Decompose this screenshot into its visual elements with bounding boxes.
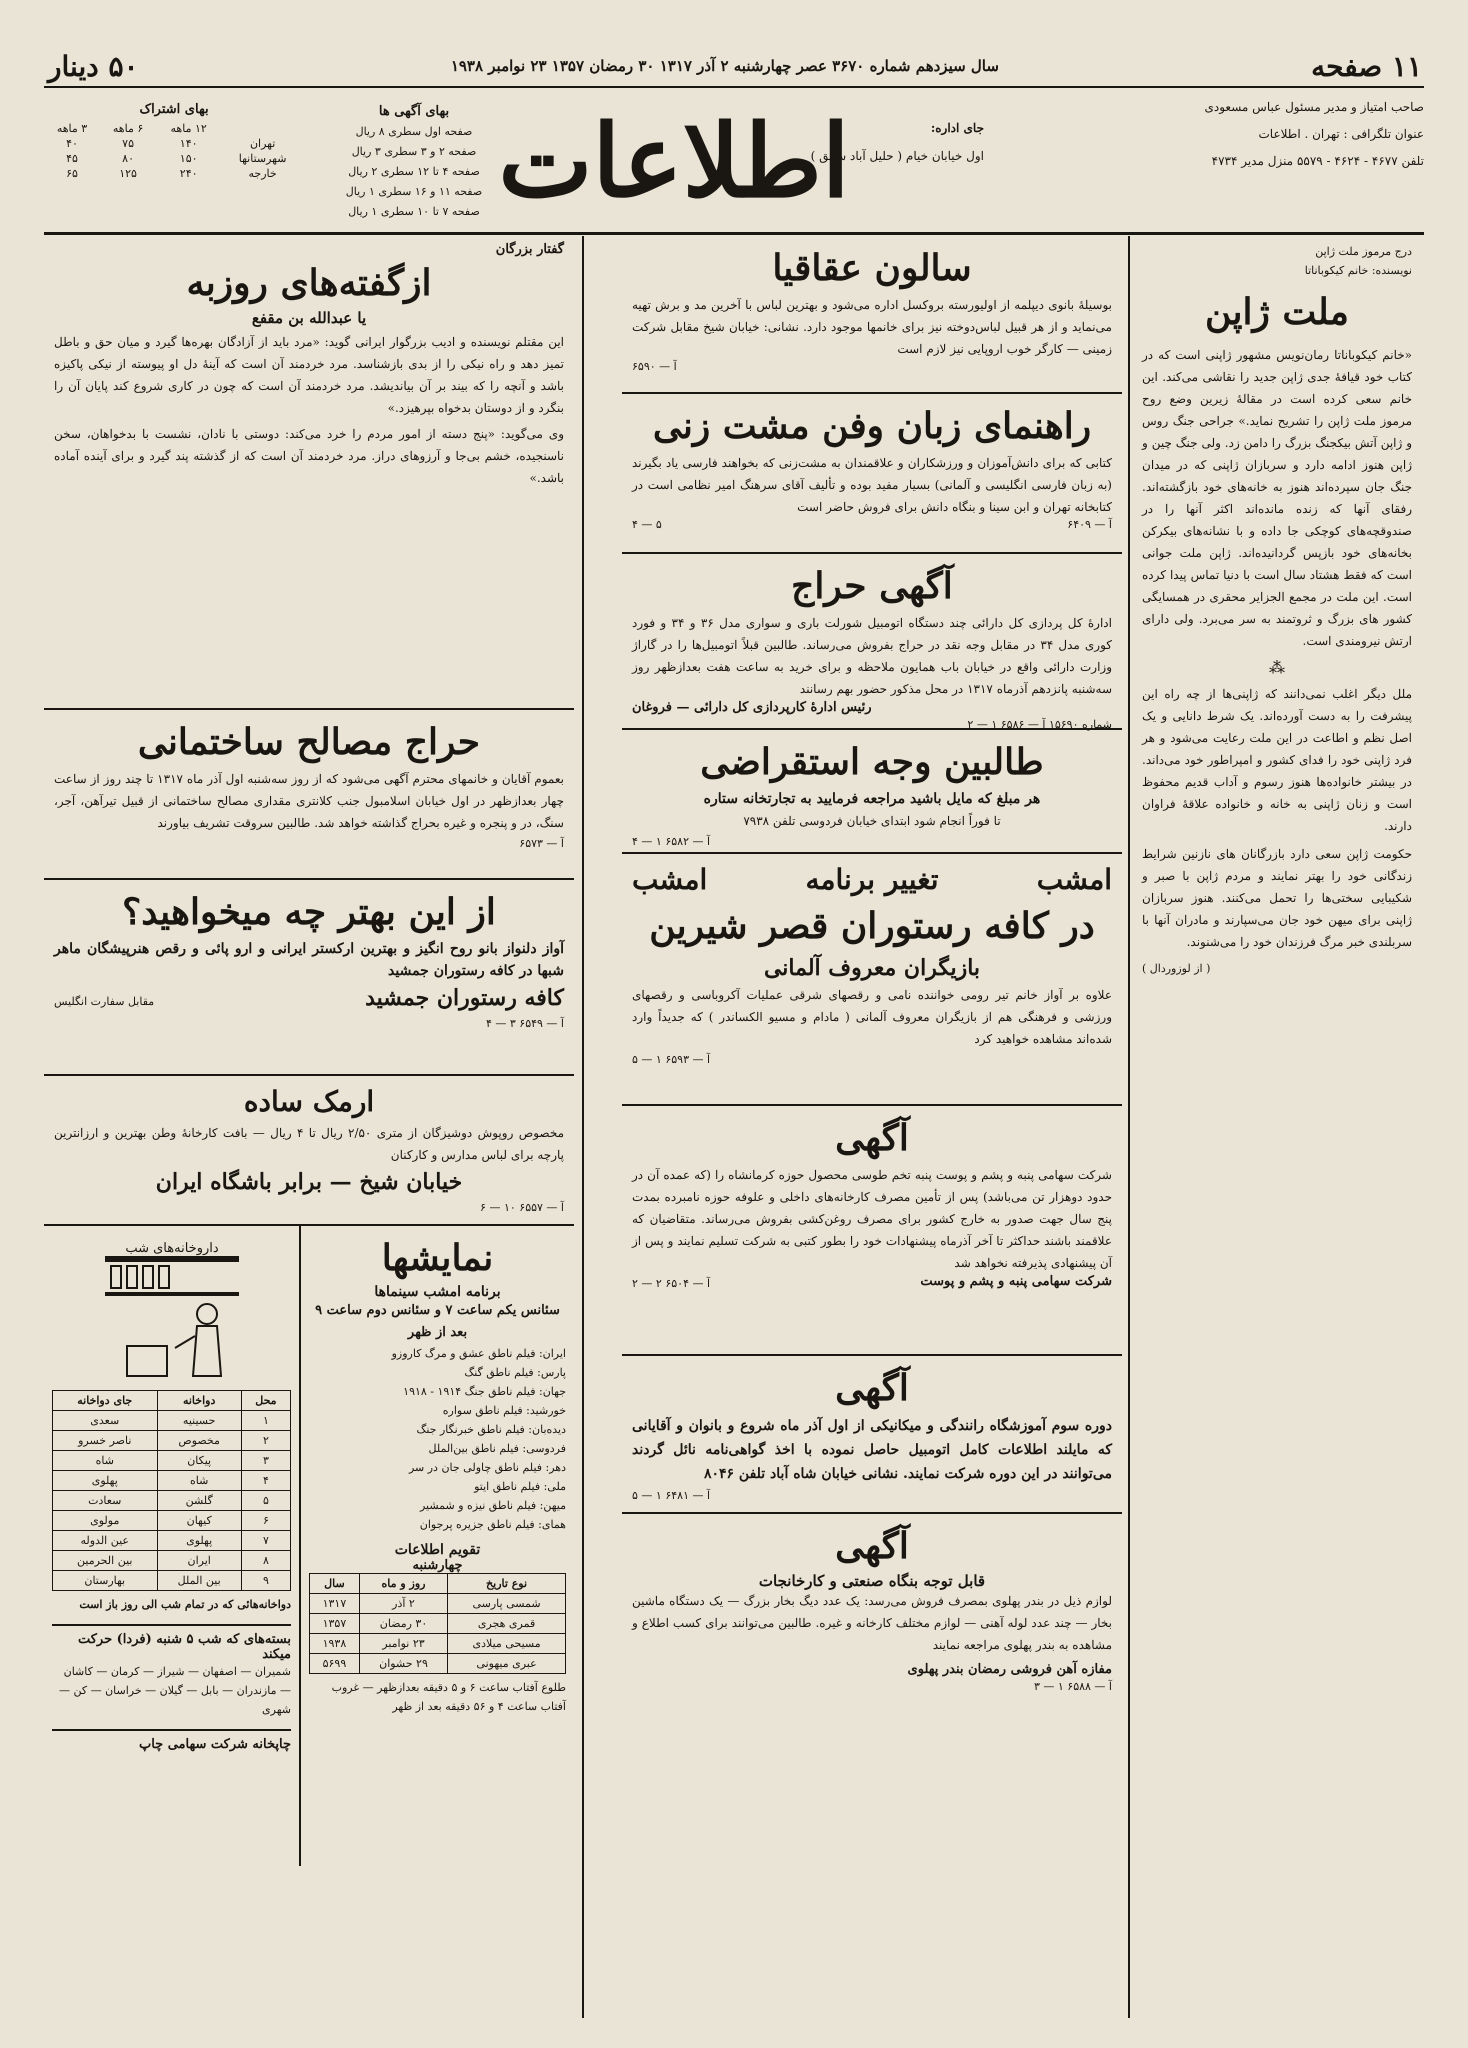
- notice-ref: آ — ۶۵۸۸ ۱ — ۳: [1033, 1680, 1112, 1693]
- guide-ref2: ۵ — ۴: [632, 518, 662, 531]
- cinema-times: سئانس یکم ساعت ۷ و سئانس دوم ساعت ۹ بعد از ظهر: [315, 1303, 560, 1340]
- subs-cell: ۲۴۰: [179, 167, 198, 180]
- subs-head-cell: ۶ ماهه: [112, 122, 144, 135]
- program-players: بازیگران معروف آلمانی: [763, 955, 981, 981]
- cinema-subtitle: برنامه امشب سینماها: [374, 1284, 501, 1300]
- materials-ad: [44, 710, 574, 880]
- masthead-info: [1124, 94, 1424, 175]
- notice-signature: مفازه آهن فروشی رمضان بندر پهلوی: [907, 1662, 1112, 1677]
- ad-rate-line: صفحه ۱۱ و ۱۶ سطری ۱ ریال: [345, 185, 483, 198]
- calendar-cell: شمسی پارسی: [448, 1594, 566, 1614]
- separator-stars: ⁂: [1269, 658, 1285, 677]
- better-ref: آ — ۶۵۴۹ ۳ — ۴: [485, 1017, 564, 1030]
- subs-cell: خارجه: [248, 167, 277, 180]
- better-venue-row: [54, 982, 564, 1014]
- notice-title: آگهی: [835, 1525, 909, 1567]
- subs-cell: ۴۵: [66, 152, 78, 165]
- subs-title: بهای اشتراک: [139, 102, 209, 117]
- pharmacy-head: دواخانه: [157, 1391, 241, 1411]
- pharmacy-cell: سعدی: [53, 1411, 158, 1431]
- pharmacy-cell: عین الدوله: [53, 1531, 158, 1551]
- owner-line: صاحب امتیاز و مدیر مسئول عباس مسعودی: [1204, 100, 1424, 114]
- guide-ref: آ — ۶۴۰۹: [1067, 518, 1112, 531]
- notice-cotton: [622, 1106, 1122, 1356]
- article-source: ( از لوزوردال ): [1142, 962, 1211, 975]
- better-ad: [44, 880, 574, 1076]
- calendar-day: چهارشنبه: [412, 1558, 463, 1573]
- notice-ref: آ — ۶۵۰۴ ۲ — ۲: [632, 1277, 711, 1290]
- calendar-table: [309, 1573, 566, 1674]
- pharmacy-cell: بهارستان: [53, 1571, 158, 1591]
- notice-title: آگهی: [835, 1117, 909, 1159]
- cinema-item: فردوسی: فیلم ناطق بین‌الملل: [428, 1442, 566, 1455]
- subs-cell: تهران: [249, 137, 276, 150]
- top-line: [48, 50, 1422, 82]
- masthead: [44, 94, 1424, 228]
- pharmacy-table: [52, 1390, 291, 1591]
- printer-credit: چاپخانه شرکت سهامی چاپ: [52, 1729, 291, 1752]
- calendar-cell: ۲۹ حشوان: [359, 1654, 447, 1674]
- pharmacy-cell: ۲: [241, 1431, 290, 1451]
- pharmacy-section: [44, 1226, 299, 1866]
- better-address: مقابل سفارت انگلیس: [54, 995, 155, 1008]
- pharmacy-cell: مخصوص: [157, 1431, 241, 1451]
- program-title: تغییر برنامه: [805, 863, 939, 896]
- plain-address: خیابان شیخ — برابر باشگاه ایران: [155, 1169, 463, 1195]
- cinema-item: پارس: فیلم ناطق گنگ: [464, 1366, 566, 1379]
- pharmacy-cell: ناصر خسرو: [53, 1431, 158, 1451]
- telegraph-line: عنوان تلگرافی : تهران . اطلاعات: [1258, 127, 1424, 141]
- office-addr: اول خیابان خیام ( حلیل آباد سابق ): [810, 149, 984, 163]
- auction-title: آگهی حراج: [791, 565, 953, 607]
- pharmacy-cell: گلشن: [157, 1491, 241, 1511]
- program-ad: [622, 854, 1122, 1106]
- transport-title: بسته‌های که شب ۵ شنبه (فردا) حرکت میکند: [52, 1624, 291, 1662]
- calendar-cell: ۱۳۵۷: [310, 1614, 360, 1634]
- better-venue: کافه رستوران جمشید: [365, 985, 564, 1011]
- pharmacy-cell: پیکان: [157, 1451, 241, 1471]
- pharmacy-cell: ۱: [241, 1411, 290, 1431]
- cinema-item: میهن: فیلم ناطق نیزه و شمشیر: [419, 1499, 566, 1512]
- pharmacy-head: محل: [241, 1391, 290, 1411]
- notice-industrial: [622, 1514, 1122, 1868]
- top-rule: [44, 86, 1424, 88]
- auction-signature: رئیس ادارهٔ کارپردازی کل دارائی — فروغان: [632, 700, 872, 715]
- sayings-body: این مقتلم نویسنده و ادیب بزرگوار ایرانی گوید: «مرد باید از آزادگان بهره‌ها گیرد و میان حق و باطل تمیز دهد و راه نیکی را از بدی بازشناسد. مرد خردمند آن است که آینهٔ دل او پیوسته از نیکی پاکیزه باشد و آنچه را که بیند بر آن بیاندیشد. مرد خردمند آن است که چون در کاری شروع کند پایان آن را بنگرد و از دوستان بدخواه بپرهیزد.»: [54, 335, 564, 415]
- pharmacy-cell: ۳: [241, 1451, 290, 1471]
- calendar-cell: ۱۹۳۸: [310, 1634, 360, 1654]
- sayings-kicker: گفتار بزرگان: [495, 242, 564, 257]
- cinema-item: خورشید: فیلم ناطق سواره: [442, 1404, 566, 1417]
- page-label: ۱۱ صفحه: [1311, 49, 1422, 83]
- guide-body: کتابی که برای دانش‌آموزان و ورزشکاران و علاقمندان به مشت‌زنی که بخواهند فارسی یاد بگیرند (به زبان فارسی انگلیسی و آلمانی) بسیار مفید بوده و تألیف آقای سرهنگ امیر نظامی است در کتابخانه تهران و ابن سینا و بنگاه دانش برای فروش حاضر است: [632, 456, 1112, 514]
- loan-ref: آ — ۶۵۸۲ ۱ — ۴: [632, 835, 711, 848]
- article-body: ملل دیگر اغلب نمی‌دانند که ژاپنی‌ها از چه راه این پیشرفت را به دست آورده‌اند. یک شرط دانایی و یک اصل نظم و اطاعت در این ملت رعایت می‌شود و هر فرد ژاپنی خود را فدای کشور و امپراطور خود می‌داند. در بیشتر خانواده‌ها هنوز رسوم و آداب قدیم محفوظ است و زنان ژاپنی به خانه و خانواده علاقهٔ فراوان دارند.: [1142, 687, 1412, 833]
- middle-column: [622, 236, 1122, 2018]
- notice-body: لوازم ذیل در بندر پهلوی بمصرف فروش می‌رسد: یک عدد دیگ بخار بزرگ — یک دستگاه ماشین بخار — چند عدد لوله آهنی — لوازم مختلف کارخانه و غیره. طالبین می‌توانند برای کسب اطلاع و مشاهده به بندر پهلوی مراجعه نمایند: [632, 1594, 1112, 1652]
- salon-ad: [622, 236, 1122, 394]
- ad-ref: [632, 518, 1112, 531]
- plain-body: مخصوص روپوش دوشیزگان از متری ۲/۵۰ ریال تا ۴ ریال — بافت کارخانهٔ وطن بهترین و ارزانترین پارچه برای لباس مدارس و کارکنان: [54, 1126, 564, 1162]
- transport-body: شمیران — اصفهان — شیراز — کرمان — کاشان — مازندران — بابل — گیلان — خراسان — کن — شهری: [59, 1665, 291, 1716]
- calendar-cell: ۱۳۱۷: [310, 1594, 360, 1614]
- pharmacy-cell: ۷: [241, 1531, 290, 1551]
- ad-rate-line: صفحه ۷ تا ۱۰ سطری ۱ ریال: [348, 205, 480, 218]
- pharmacy-cell: سعادت: [53, 1491, 158, 1511]
- newspaper-title: اطلاعات: [498, 102, 850, 220]
- issue-line: سال سیزدهم شماره ۳۶۷۰ عصر چهارشنبه ۲ آذر ۱۳۱۷ ۳۰ رمضان ۱۳۵۷ ۲۳ نوامبر ۱۹۳۸: [450, 57, 999, 75]
- subs-cell: شهرستانها: [238, 152, 287, 165]
- left-column: [44, 236, 574, 2018]
- pharmacy-cell: مولوی: [53, 1511, 158, 1531]
- program-venue: در کافه رستوران قصر شیرین: [649, 905, 1095, 947]
- subs-cell: ۶۵: [66, 167, 78, 180]
- calendar-cell: مسیحی میلادی: [448, 1634, 566, 1654]
- calendar-cell: ۲ آذر: [359, 1594, 447, 1614]
- subs-table: [44, 121, 304, 181]
- cinema-item: دهر: فیلم ناطق چاولی جان در سر: [408, 1461, 566, 1474]
- pharmacy-cell: شاه: [157, 1471, 241, 1491]
- article-author: نویسنده: خانم کیکوباناتا: [1304, 264, 1412, 277]
- notice-signature: شرکت سهامی پنبه و پشم و پوست: [920, 1274, 1112, 1289]
- calendar-cell: عبری میهونی: [448, 1654, 566, 1674]
- notice-title: آگهی: [835, 1367, 909, 1409]
- pharmacy-note: دواخانه‌هائی که در تمام شب الی روز باز است: [79, 1598, 291, 1611]
- sayings-article: [44, 236, 574, 710]
- sayings-title: ازگفته‌های روزبه: [186, 262, 432, 304]
- calendar-head: سال: [310, 1574, 360, 1594]
- pharmacy-cell: ۴: [241, 1471, 290, 1491]
- sun-times: طلوع آفتاب ساعت ۶ و ۵ دقیقه بعدازظهر — غروب آفتاب ساعت ۴ و ۵۶ دقیقه بعد از ظهر: [331, 1681, 566, 1713]
- subs-head-cell: [221, 121, 304, 136]
- calendar-cell: ۵۶۹۹: [310, 1654, 360, 1674]
- masthead-rule: [44, 232, 1424, 235]
- japan-article: [1132, 236, 1422, 984]
- pharmacy-head: جای دواخانه: [53, 1391, 158, 1411]
- materials-ref: آ — ۶۵۷۳: [519, 837, 564, 850]
- subs-cell: ۱۵۰: [179, 152, 198, 165]
- calendar-cell: ۲۳ نوامبر: [359, 1634, 447, 1654]
- pharmacy-cell: ۵: [241, 1491, 290, 1511]
- subs-head-cell: ۱۲ ماهه: [170, 122, 207, 135]
- subscription-rates: [44, 102, 304, 181]
- calendar-cell: قمری هجری: [448, 1614, 566, 1634]
- article-body: حکومت ژاپن سعی دارد بازرگانان های نازنین شرایط زندگانی خود را بهتر نمایند و مردم ژاپن با صبر و شکیبایی سختی‌ها را تحمل می‌کنند. هنوز سربازان ژاپنی برای میهن خود جان می‌سپارند و مادران آنها با سربلندی خبر مرگ فرزندان خود را می‌شنوند.: [1142, 847, 1412, 949]
- better-body: آواز دلنواز بانو روح انگیز و بهترین ارکستر ایرانی و ارو پائی و رقص هنرپیشگان ماهر شبها در کافه رستوران جمشید: [54, 941, 564, 979]
- svg-text:داروخانه‌های شب: داروخانه‌های شب: [124, 1241, 219, 1256]
- pharmacy-cell: ۹: [241, 1571, 290, 1591]
- subs-cell: ۱۲۵: [119, 167, 137, 180]
- notice-driving: [622, 1356, 1122, 1514]
- materials-title: حراج مصالح ساختمانی: [137, 721, 481, 763]
- pharmacy-cell: ۸: [241, 1551, 290, 1571]
- salon-ref: آ — ۶۵۹۰: [632, 360, 677, 373]
- pharmacy-cell: پهلوی: [53, 1471, 158, 1491]
- pharmacy-cell: کیهان: [157, 1511, 241, 1531]
- subs-head-cell: ۳ ماهه: [56, 122, 88, 135]
- program-tonight: امشب: [1036, 863, 1112, 896]
- cinema-item: همای: فیلم ناطق جزیره پرجوان: [419, 1518, 566, 1531]
- calendar-title: تقویم اطلاعات: [394, 1542, 481, 1558]
- pharmacy-cell: شاه: [53, 1451, 158, 1471]
- column-divider: [1128, 236, 1130, 2018]
- ad-rate-line: صفحه ۲ و ۳ سطری ۳ ریال: [351, 145, 477, 158]
- program-tonight: امشب: [632, 863, 708, 896]
- loan-ad: [622, 730, 1122, 854]
- ad-rates: [314, 102, 514, 222]
- cinema-section: [299, 1226, 574, 1866]
- guide-title: راهنمای زبان وفن مشت زنی: [652, 405, 1092, 447]
- ad-rate-line: صفحه ۴ تا ۱۲ سطری ۲ ریال: [348, 165, 480, 178]
- column-divider: [582, 236, 584, 2018]
- price: ۵۰ دینار: [48, 49, 139, 83]
- pharmacy-cell: پهلوی: [157, 1531, 241, 1551]
- cinema-item: ملی: فیلم ناطق ایتو: [474, 1480, 566, 1493]
- auction-ref: شماره ۱۵۶۹۰ آ — ۶۵۸۶ ۱ — ۲: [967, 718, 1112, 731]
- ad-rates-title: بهای آگهی ها: [378, 104, 450, 119]
- office-label: جای اداره:: [930, 121, 984, 135]
- loan-body: تا فوراً انجام شود ابتدای خیابان فردوسی تلفن ۷۹۳۸: [743, 814, 1001, 828]
- auction-body: ادارهٔ کل پردازی کل دارائی چند دستگاه اتومبیل شورلت باری و سواری مدل ۳۶ و ۳۴ و فورد کوری مدل ۳۴ در مقابل وجه نقد در حراج بفروش می‌رساند. طالبین قبلاً اتومبیل‌ها را در گاراژ وزارت دارائی واقع در خیابان باب همایون ملاحظه و برای خرید به ساعت هفت بعدازظهر روز سه‌شنبه پانزدهم آذرماه ۱۳۱۷ در محل مذکور حضور بهم رسانند: [632, 616, 1112, 696]
- better-title: از این بهتر چه میخواهید؟: [122, 891, 496, 933]
- salon-title: سالون عقاقیا: [772, 247, 972, 289]
- subs-cell: ۷۵: [122, 137, 134, 150]
- auction-ad: [622, 554, 1122, 730]
- article-title: ملت ژاپن: [1205, 291, 1349, 333]
- ad-rate-line: صفحه اول سطری ۸ ریال: [355, 125, 473, 138]
- cinema-title: نمایشها: [381, 1237, 494, 1279]
- program-body: علاوه بر آواز خانم تیر رومی خواننده نامی و رقصهای شرقی عملیات آکروباسی و رقصهای ورزشی و فرهنگی هم از بازیگران معروف آلمانی ( مادام و مسیو الکساندر ) که جدیداً وارد شده‌اند مشاهده خواهید کرد: [632, 988, 1112, 1046]
- cinema-item: دیده‌بان: فیلم ناطق خبرنگار جنگ: [416, 1423, 566, 1436]
- plain-ref: آ — ۶۵۵۷ ۱۰ — ۶: [480, 1201, 564, 1214]
- notice-body: شرکت سهامی پنبه و پشم و پوست پنبه تخم طوسی محصول حوزه کرمانشاه را (که عمده آن در حدود دوهزار تن می‌باشد) پس از تأمین مصرف کارخانه‌های داخلی و علوفه حوزه نامبرده بمدت پنج سال جهت صدور به خارج کشور برای مصرف روغن‌کشی بفروش می‌رساند. متقاضیان که علاقمند باشند حداکثر تا آخر آذرماه پیشنهادات خود را بطور کتبی به شرکت تسلیم نمایند و پس از آن پیشنهادی پذیرفته نخواهد شد: [632, 1168, 1112, 1270]
- pharmacy-cell: حسینیه: [157, 1411, 241, 1431]
- subs-cell: ۱۴۰: [179, 137, 198, 150]
- cinema-item: ایران: فیلم ناطق عشق و مرگ کاروزو: [391, 1347, 566, 1360]
- article-body: «خانم کیکوباناتا رمان‌نویس مشهور ژاپنی است که در کتاب خود قیافهٔ جدی ژاپن جدید را نقاشی می‌کند. این خانم سعی کرده است در مقالهٔ زیرین وضع روح مرموز ملت ژاپن را تشریح نماید.» جراحی جنگ روس و ژاپن آتش بیکجنگ بزرگ را دامن زد. ولی جنگ چین و ژاپن هنوز ادامه دارد و سربازان ژاپنی که در میدان جنگ جان سپرده‌اند هنوز به خانه‌های خود بازگشته‌اند. رفقای آنها که زنده مانده‌اند اکثر آنها را در صندوقچه‌های کوچکی جا داده و با نشانه‌های بیکرکن بخانه‌های خود بازپس گردانیده‌اند. ژاپن ملت جوانی است که فقط هشتاد سال است با دنیا تماس پیدا کرده است. این ملت در مجمع الجزایر محقری در همسایگی کشور های بزرگ و ثروتمند به سر می‌برد. ولی دارای ارتش نیرومندی است.: [1142, 348, 1412, 648]
- calendar-head: نوع تاریخ: [448, 1574, 566, 1594]
- phones-line: تلفن ۴۶۷۷ - ۴۶۲۴ - ۵۵۷۹ منزل مدیر ۴۷۳۴: [1211, 154, 1424, 168]
- subs-cell: ۴۰: [66, 137, 78, 150]
- pharmacy-cell: ۶: [241, 1511, 290, 1531]
- subs-cell: ۸۰: [122, 152, 134, 165]
- cinema-item: جهان: فیلم ناطق جنگ ۱۹۱۴ - ۱۹۱۸: [403, 1385, 566, 1398]
- salon-body: بوسیلهٔ بانوی دیپلمه از اولیورسته بروکسل اداره می‌شود و بهترین لباس با آخرین مد و برش تهیه می‌نماید و از هر قبیل لباس‌دوخته نیز برای خانمها موجود دارد. نشانی: خیابان شیخ مقابل شرکت زمینی — کارگر خوب اروپایی نیز لازم است: [632, 298, 1112, 356]
- notice-subtitle: قابل توجه بنگاه صنعتی و کارخانجات: [758, 1572, 986, 1590]
- program-ref: آ — ۶۵۹۳ ۱ — ۵: [632, 1053, 711, 1066]
- pharmacy-cell: بین الملل: [157, 1571, 241, 1591]
- plain-fabric-ad: [44, 1076, 574, 1226]
- materials-body: بعموم آقایان و خانمهای محترم آگهی می‌شود که از روز سه‌شنبه اول آذر ماه ۱۳۱۷ تا چند روز از ساعت چهار بعدازظهر در اول خیابان اسلامبول جنب کلانتری مقداری مصالح ساختمانی از قبیل تیرآهن، آجر، سنگ، در و پنجره و غیره بحراج گذاشته خواهد شد. طالبین سروقت تشریف بیاورند: [54, 772, 564, 830]
- notice-ref: آ — ۶۴۸۱ ۱ — ۵: [632, 1489, 711, 1502]
- sayings-author: یا عبدالله بن مقفع: [251, 309, 367, 327]
- plain-title: ارمک ساده: [243, 1085, 375, 1118]
- ad-ref: [632, 360, 1112, 373]
- sayings-body: وی می‌گوید: «پنج دسته از امور مردم را خرد می‌کند: دوستی با نادان، نشست با بدخواهان، سخن ناسنجیده، خشم بی‌جا و آرزوهای دراز. مرد خردمند آن است که از گذشته پند گیرد و برای آینده آماده باشد.»: [54, 427, 564, 485]
- calendar-head: روز و ماه: [359, 1574, 447, 1594]
- pharmacist-illustration-icon: [97, 1236, 247, 1386]
- notice-body: دوره سوم آموزشگاه رانندگی و میکانیکی از اول آذر ماه شروع و بانوان و آقایانی که مایلند اطلاعات کامل اتومبیل حاصل نموده با اخذ گواهی‌نامه نائل گردند می‌توانند در این دوره شرکت نمایند. نشانی خیابان شاه آباد تلفن ۸۰۴۶: [632, 1418, 1112, 1482]
- right-column: [1132, 236, 1422, 2018]
- boxing-guide-ad: [622, 394, 1122, 554]
- pharmacy-cell: بین الحرمین: [53, 1551, 158, 1571]
- bottom-left-area: [44, 1226, 574, 1866]
- program-header: [632, 860, 1112, 900]
- loan-body: هر مبلغ که مایل باشید مراجعه فرمایید به تجارتخانه ستاره: [703, 791, 1041, 807]
- article-kicker: درج مرموز ملت ژاپن: [1315, 245, 1412, 258]
- calendar-cell: ۳۰ رمضان: [359, 1614, 447, 1634]
- pharmacy-cell: ایران: [157, 1551, 241, 1571]
- loan-title: طالبین وجه استقراضی: [700, 741, 1044, 783]
- notice-footer: [632, 1274, 1112, 1293]
